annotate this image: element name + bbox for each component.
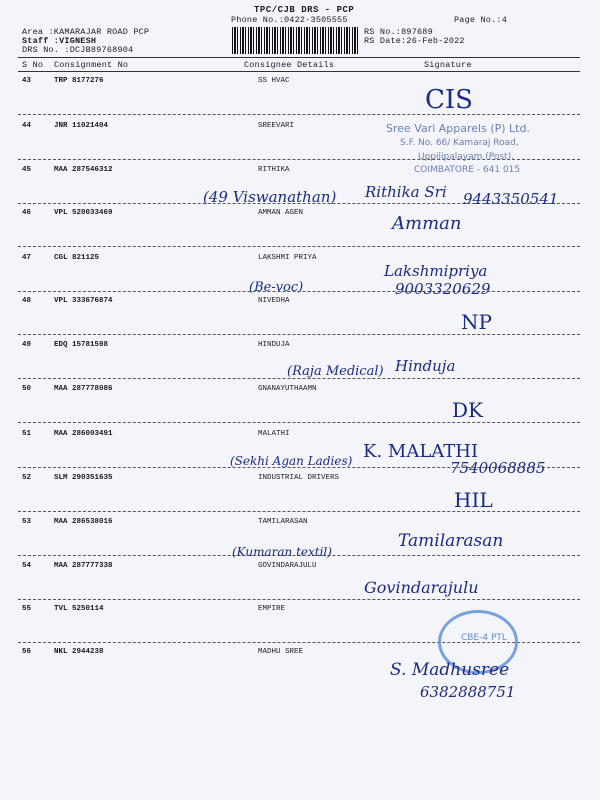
handwritten-phone: 9003320629 xyxy=(395,280,491,298)
row-separator xyxy=(18,511,580,512)
area-label: Area :KAMARAJAR ROAD PCP xyxy=(22,27,150,37)
row-sno: 43 xyxy=(22,77,32,85)
handwritten-note: (Be-voc) xyxy=(249,280,304,295)
row-consignment: TRP 8177276 xyxy=(54,77,104,85)
row-sno: 47 xyxy=(22,254,32,262)
row-sno: 48 xyxy=(22,297,32,305)
handwritten-note: (Raja Medical) xyxy=(287,364,384,379)
row-consignment: CGL 821125 xyxy=(54,254,100,262)
document-title: TPC/CJB DRS - PCP xyxy=(254,5,355,15)
row-consignment: EDQ 15781598 xyxy=(54,341,109,349)
handwritten-signature: Rithika Sri xyxy=(365,183,447,201)
row-consignment: VPL 520033469 xyxy=(54,209,113,217)
barcode xyxy=(232,27,358,54)
handwritten-signature: DK xyxy=(452,398,483,422)
row-consignee: GNANAYUTHAAMN xyxy=(258,385,317,393)
drs-number: DRS No. :DCJB89768904 xyxy=(22,45,134,55)
row-sno: 44 xyxy=(22,122,32,130)
row-consignee: RITHIKA xyxy=(258,166,290,174)
header-rule-bottom xyxy=(18,71,580,72)
handwritten-signature: HIL xyxy=(454,488,493,512)
handwritten-note: (49 Viswanathan) xyxy=(203,188,337,206)
row-consignee: MADHU SREE xyxy=(258,648,304,656)
row-consignee: GOVINDARAJULU xyxy=(258,562,317,570)
handwritten-signature: CIS xyxy=(425,85,473,115)
row-sno: 55 xyxy=(22,605,32,613)
table-row xyxy=(0,209,600,254)
row-sno: 53 xyxy=(22,518,32,526)
col-header-consignment: Consignment No xyxy=(54,60,129,70)
stamp-address-line: COIMBATORE - 641 015 xyxy=(414,165,521,175)
row-consignee: AMMAN AGEN xyxy=(258,209,304,217)
row-consignment: MAA 287778086 xyxy=(54,385,113,393)
table-row xyxy=(0,297,600,342)
phone-number: Phone No.:0422-3505555 xyxy=(231,15,348,25)
row-consignment: VPL 333676874 xyxy=(54,297,113,305)
row-sno: 56 xyxy=(22,648,32,656)
col-header-signature: Signature xyxy=(424,60,472,70)
table-row xyxy=(0,474,600,519)
row-sno: 50 xyxy=(22,385,32,393)
col-header-consignee: Consignee Details xyxy=(244,60,335,70)
row-consignment: JNR 11021404 xyxy=(54,122,109,130)
row-consignee: NIVEDHA xyxy=(258,297,290,305)
stamp-company-name: Sree Vari Apparels (P) Ltd. xyxy=(386,122,530,135)
staff-label: Staff :VIGNESH xyxy=(22,36,97,46)
row-sno: 49 xyxy=(22,341,32,349)
rs-number: RS No.:897689 xyxy=(364,27,433,37)
handwritten-phone: 7540068885 xyxy=(450,459,546,477)
table-row xyxy=(0,77,600,122)
row-consignee: SREEVARI xyxy=(258,122,295,130)
col-header-sno: S No xyxy=(22,60,44,70)
row-sno: 52 xyxy=(22,474,32,482)
row-sno: 45 xyxy=(22,166,32,174)
row-separator xyxy=(18,334,580,335)
page-number: Page No.:4 xyxy=(454,15,508,25)
stamp-address-line: Uppilipalayam (Post), xyxy=(418,152,514,162)
table-row xyxy=(0,385,600,430)
handwritten-signature: S. Madhusree xyxy=(390,660,510,680)
handwritten-signature: K. MALATHI xyxy=(363,441,479,462)
row-separator xyxy=(18,422,580,423)
row-sno: 54 xyxy=(22,562,32,570)
row-consignee: EMPIRE xyxy=(258,605,286,613)
row-separator xyxy=(18,246,580,247)
row-separator xyxy=(18,599,580,600)
rs-date: RS Date:26-Feb-2022 xyxy=(364,36,465,46)
handwritten-signature: Govindarajulu xyxy=(364,578,479,597)
stamp-address-line: S.F. No. 66/ Kamaraj Road, xyxy=(400,138,519,148)
handwritten-signature: Lakshmipriya xyxy=(384,262,488,280)
row-sno: 46 xyxy=(22,209,32,217)
row-consignment: MAA 287546312 xyxy=(54,166,113,174)
row-consignment: SLM 290351635 xyxy=(54,474,113,482)
round-stamp-text: CBE-4 PTL xyxy=(461,633,507,643)
handwritten-phone: 9443350541 xyxy=(463,190,559,208)
row-consignee: HINDUJA xyxy=(258,341,290,349)
handwritten-signature: Amman xyxy=(392,213,462,234)
row-consignee: LAKSHMI PRIYA xyxy=(258,254,317,262)
handwritten-note: (Kumaran textil) xyxy=(232,545,332,559)
row-consignee: SS HVAC xyxy=(258,77,290,85)
row-consignee: TAMILARASAN xyxy=(258,518,308,526)
row-consignment: MAA 286003491 xyxy=(54,430,113,438)
row-consignment: NKL 2944238 xyxy=(54,648,104,656)
handwritten-signature: NP xyxy=(461,310,492,334)
header-rule-top xyxy=(18,57,580,58)
handwritten-signature: Tamilarasan xyxy=(398,531,504,551)
row-consignment: TVL 5250114 xyxy=(54,605,104,613)
row-consignment: MAA 286538016 xyxy=(54,518,113,526)
row-consignee: MALATHI xyxy=(258,430,290,438)
row-separator xyxy=(18,114,580,115)
handwritten-note: (Sekhi Agan Ladies) xyxy=(230,454,353,468)
row-sno: 51 xyxy=(22,430,32,438)
row-consignment: MAA 287777338 xyxy=(54,562,113,570)
row-consignee: INDUSTRIAL DRIVERS xyxy=(258,474,340,482)
handwritten-phone: 6382888751 xyxy=(420,683,516,701)
table-row xyxy=(0,562,600,607)
handwritten-signature: Hinduja xyxy=(395,357,456,375)
